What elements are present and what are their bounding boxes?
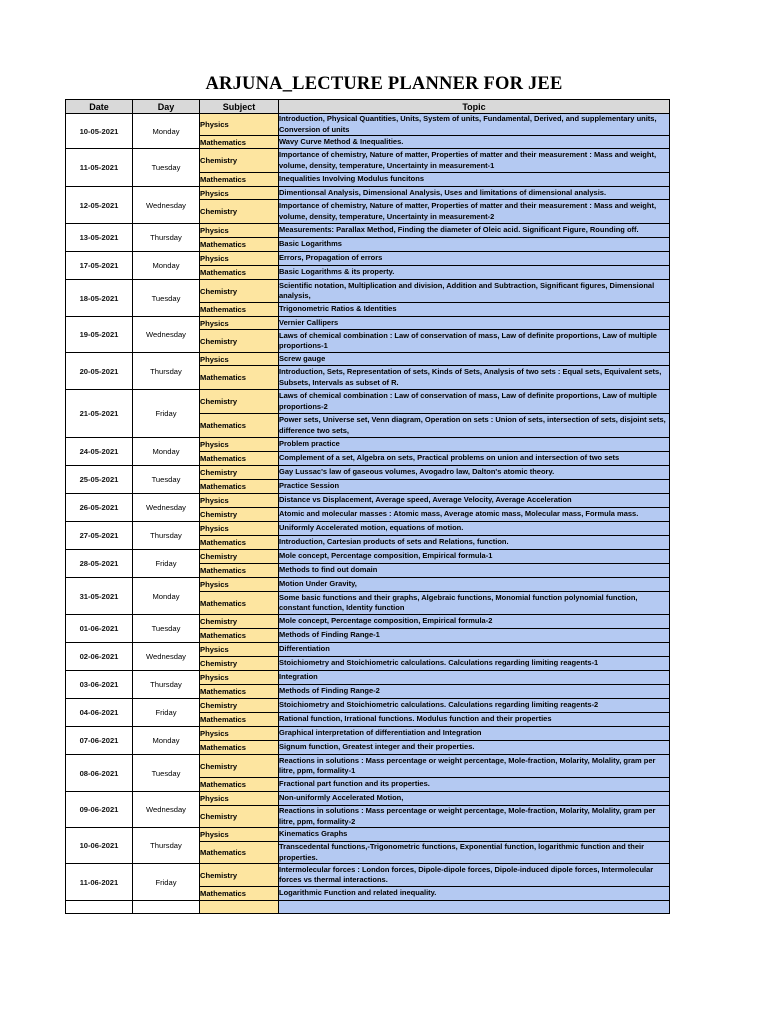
date-cell: 09-06-2021 (66, 792, 133, 828)
topic-cell: Non-uniformly Accelerated Motion, (279, 792, 670, 806)
day-cell: Friday (133, 390, 200, 438)
subject-cell: Physics (200, 494, 279, 508)
date-cell: 20-05-2021 (66, 353, 133, 390)
topic-cell: Complement of a set, Algebra on sets, Practical problems on union and intersection of two sets (279, 452, 670, 466)
date-cell: 01-06-2021 (66, 615, 133, 643)
subject-cell: Mathematics (200, 238, 279, 252)
date-cell: 25-05-2021 (66, 466, 133, 494)
day-cell: Monday (133, 438, 200, 466)
topic-cell: Methods to find out domain (279, 564, 670, 578)
header-date: Date (66, 100, 133, 114)
topic-cell: Integration (279, 671, 670, 685)
subject-cell: Physics (200, 438, 279, 452)
date-cell: 07-06-2021 (66, 727, 133, 755)
topic-cell: Problem practice (279, 438, 670, 452)
topic-cell: Atomic and molecular masses : Atomic mass, Average atomic mass, Molecular mass, Formula mass. (279, 508, 670, 522)
table-row (66, 252, 670, 266)
subject-cell: Physics (200, 522, 279, 536)
subject-cell: Mathematics (200, 366, 279, 390)
date-cell: 17-05-2021 (66, 252, 133, 280)
topic-cell: Reactions in solutions : Mass percentage or weight percentage, Mole-fraction, Molarity, Molality, gram per litre, ppm, formality-2 (279, 806, 670, 828)
topic-cell: Screw gauge (279, 353, 670, 366)
subject-cell: Mathematics (200, 713, 279, 727)
date-cell: 10-05-2021 (66, 114, 133, 149)
table-row (66, 390, 670, 414)
topic-cell: Inequalities Involving Modulus funcitons (279, 173, 670, 187)
table-row (66, 317, 670, 330)
table-row (66, 615, 670, 629)
topic-cell: Uniformly Accelerated motion, equations of motion. (279, 522, 670, 536)
subject-cell: Chemistry (200, 657, 279, 671)
topic-cell: Distance vs Displacement, Average speed, Average Velocity, Average Acceleration (279, 494, 670, 508)
day-cell: Friday (133, 864, 200, 901)
topic-cell: Some basic functions and their graphs, Algebraic functions, Monomial function polynomial function, constant function, Identity function (279, 592, 670, 615)
topic-cell: Signum function, Greatest integer and their properties. (279, 741, 670, 755)
lecture-planner-table (65, 99, 670, 914)
topic-cell: Errors, Propagation of errors (279, 252, 670, 266)
subject-cell: Physics (200, 252, 279, 266)
date-cell: 27-05-2021 (66, 522, 133, 550)
subject-cell: Physics (200, 187, 279, 200)
topic-cell: Logarithmic Function and related inequality. (279, 887, 670, 901)
date-cell: 24-05-2021 (66, 438, 133, 466)
subject-cell: Chemistry (200, 390, 279, 414)
subject-cell: Mathematics (200, 303, 279, 317)
subject-cell: Physics (200, 224, 279, 238)
header-topic: Topic (279, 100, 670, 114)
subject-cell: Mathematics (200, 173, 279, 187)
topic-cell: Dimentionsal Analysis, Dimensional Analysis, Uses and limitations of dimensional analysis. (279, 187, 670, 200)
topic-cell: Wavy Curve Method & Inequalities. (279, 136, 670, 149)
day-cell: Wednesday (133, 187, 200, 224)
day-cell: Tuesday (133, 280, 200, 317)
day-cell: Monday (133, 578, 200, 615)
date-cell: 28-05-2021 (66, 550, 133, 578)
table-row (66, 438, 670, 452)
topic-cell: Basic Logarithms & its property. (279, 266, 670, 280)
topic-cell: Mole concept, Percentage composition, Empirical formula-1 (279, 550, 670, 564)
table-row (66, 578, 670, 592)
topic-cell: Kinematics Graphs (279, 828, 670, 842)
topic-cell: Basic Logarithms (279, 238, 670, 252)
subject-cell: Chemistry (200, 280, 279, 303)
topic-cell: Motion Under Gravity, (279, 578, 670, 592)
subject-cell: Chemistry (200, 615, 279, 629)
day-cell: Tuesday (133, 615, 200, 643)
topic-cell: Power sets, Universe set, Venn diagram, Operation on sets : Union of sets, intersection of sets, disjoint sets, difference two sets, (279, 414, 670, 438)
table-row (66, 792, 670, 806)
subject-cell: Chemistry (200, 699, 279, 713)
date-cell: 03-06-2021 (66, 671, 133, 699)
table-row (66, 280, 670, 303)
day-cell: Wednesday (133, 317, 200, 353)
table-row (66, 224, 670, 238)
subject-cell: Chemistry (200, 466, 279, 480)
topic-cell: Practice Session (279, 480, 670, 494)
subject-cell: Mathematics (200, 685, 279, 699)
topic-cell: Fractional part function and its properties. (279, 778, 670, 792)
topic-cell: Introduction, Cartesian products of sets and Relations, function. (279, 536, 670, 550)
table-row (66, 466, 670, 480)
table-row (66, 755, 670, 778)
subject-cell: Physics (200, 727, 279, 741)
topic-cell: Stoichiometry and Stoichiometric calculations. Calculations regarding limiting reagents-2 (279, 699, 670, 713)
subject-cell: Mathematics (200, 536, 279, 550)
subject-cell: Chemistry (200, 806, 279, 828)
topic-cell: Laws of chemical combination : Law of conservation of mass, Law of definite proportions, Law of multiple proportions-2 (279, 390, 670, 414)
topic-cell: Mole concept, Percentage composition, Empirical formula-2 (279, 615, 670, 629)
table-row (66, 353, 670, 366)
topic-cell: Differentiation (279, 643, 670, 657)
subject-cell: Mathematics (200, 564, 279, 578)
topic-cell: Graphical interpretation of differentiation and Integration (279, 727, 670, 741)
day-cell: Tuesday (133, 755, 200, 792)
topic-cell: Stoichiometry and Stoichiometric calculations. Calculations regarding limiting reagents-1 (279, 657, 670, 671)
day-cell: Friday (133, 550, 200, 578)
table-row (66, 828, 670, 842)
topic-cell: Methods of Finding Range-2 (279, 685, 670, 699)
subject-cell: Chemistry (200, 508, 279, 522)
table-row (66, 114, 670, 136)
subject-cell: Chemistry (200, 149, 279, 173)
subject-cell: Chemistry (200, 330, 279, 353)
subject-cell: Mathematics (200, 480, 279, 494)
day-cell: Thursday (133, 828, 200, 864)
day-cell: Tuesday (133, 466, 200, 494)
date-cell: 12-05-2021 (66, 187, 133, 224)
subject-cell: Mathematics (200, 136, 279, 149)
subject-cell: Mathematics (200, 842, 279, 864)
day-cell: Wednesday (133, 643, 200, 671)
topic-cell: Laws of chemical combination : Law of conservation of mass, Law of definite proportions, Law of multiple proportions-1 (279, 330, 670, 353)
subject-cell: Mathematics (200, 592, 279, 615)
topic-cell: Scientific notation, Multiplication and division, Addition and Subtraction, Significant figures, Dimensional analysis, (279, 280, 670, 303)
subject-cell: Mathematics (200, 266, 279, 280)
table-row (66, 149, 670, 173)
table-row (66, 550, 670, 564)
topic-cell: Rational function, Irrational functions. Modulus function and their properties (279, 713, 670, 727)
topic-cell: Measurements: Parallax Method, Finding the diameter of Oleic acid. Significant Figure, Rounding off. (279, 224, 670, 238)
date-cell: 31-05-2021 (66, 578, 133, 615)
date-cell: 04-06-2021 (66, 699, 133, 727)
date-cell: 21-05-2021 (66, 390, 133, 438)
date-cell: 10-06-2021 (66, 828, 133, 864)
topic-cell: Gay Lussac's law of gaseous volumes, Avogadro law, Dalton's atomic theory. (279, 466, 670, 480)
topic-cell: Intermolecular forces : London forces, Dipole-dipole forces, Dipole-induced dipole forces, Intermolecular forces vs thermal interactions. (279, 864, 670, 887)
date-cell: 08-06-2021 (66, 755, 133, 792)
day-cell: Thursday (133, 353, 200, 390)
header-subject: Subject (200, 100, 279, 114)
day-cell: Thursday (133, 671, 200, 699)
day-cell: Monday (133, 114, 200, 149)
date-cell: 18-05-2021 (66, 280, 133, 317)
subject-cell: Physics (200, 578, 279, 592)
table-row (66, 643, 670, 657)
subject-cell: Mathematics (200, 887, 279, 901)
topic-cell: Importance of chemistry, Nature of matter, Properties of matter and their measurement : Mass and weight, volume, density, temperature, Uncertainty in measurement-1 (279, 149, 670, 173)
empty-cell (279, 901, 670, 914)
empty-cell (66, 901, 133, 914)
subject-cell: Physics (200, 671, 279, 685)
planner-body (66, 114, 670, 914)
subject-cell: Physics (200, 114, 279, 136)
table-row (66, 522, 670, 536)
page-title: ARJUNA_LECTURE PLANNER FOR JEE (205, 74, 563, 94)
header-day: Day (133, 100, 200, 114)
subject-cell: Physics (200, 792, 279, 806)
date-cell: 26-05-2021 (66, 494, 133, 522)
subject-cell: Physics (200, 828, 279, 842)
day-cell: Friday (133, 699, 200, 727)
date-cell: 11-05-2021 (66, 149, 133, 187)
date-cell: 19-05-2021 (66, 317, 133, 353)
empty-cell (133, 901, 200, 914)
topic-cell: Reactions in solutions : Mass percentage or weight percentage, Mole-fraction, Molarity, Molality, gram per litre, ppm, formality-1 (279, 755, 670, 778)
header-row (66, 100, 670, 114)
subject-cell: Physics (200, 643, 279, 657)
subject-cell: Mathematics (200, 452, 279, 466)
subject-cell: Physics (200, 317, 279, 330)
table-row (66, 727, 670, 741)
subject-cell: Mathematics (200, 414, 279, 438)
day-cell: Thursday (133, 522, 200, 550)
subject-cell: Mathematics (200, 778, 279, 792)
day-cell: Wednesday (133, 494, 200, 522)
day-cell: Thursday (133, 224, 200, 252)
date-cell: 11-06-2021 (66, 864, 133, 901)
subject-cell: Chemistry (200, 755, 279, 778)
day-cell: Tuesday (133, 149, 200, 187)
subject-cell: Physics (200, 353, 279, 366)
subject-cell: Mathematics (200, 629, 279, 643)
table-row (66, 671, 670, 685)
date-cell: 02-06-2021 (66, 643, 133, 671)
topic-cell: Introduction, Physical Quantities, Units, System of units, Fundamental, Derived, and supplementary units, Conversion of units (279, 114, 670, 136)
topic-cell: Introduction, Sets, Representation of sets, Kinds of Sets, Analysis of two sets : Equal sets, Equivalent sets, Subsets, Intervals as subset of R. (279, 366, 670, 390)
subject-cell: Chemistry (200, 550, 279, 564)
date-cell: 13-05-2021 (66, 224, 133, 252)
day-cell: Wednesday (133, 792, 200, 828)
day-cell: Monday (133, 727, 200, 755)
subject-cell: Chemistry (200, 864, 279, 887)
subject-cell: Chemistry (200, 200, 279, 224)
table-row (66, 864, 670, 887)
topic-cell: Transcedental functions,-Trigonometric functions, Exponential function, logarithmic function and their properties. (279, 842, 670, 864)
empty-row (66, 901, 670, 914)
topic-cell: Trigonometric Ratios & Identities (279, 303, 670, 317)
table-row (66, 699, 670, 713)
day-cell: Monday (133, 252, 200, 280)
table-row (66, 494, 670, 508)
topic-cell: Importance of chemistry, Nature of matter, Properties of matter and their measurement : Mass and weight, volume, density, temperature, Uncertainty in measurement-2 (279, 200, 670, 224)
topic-cell: Methods of Finding Range-1 (279, 629, 670, 643)
table-row (66, 187, 670, 200)
topic-cell: Vernier Callipers (279, 317, 670, 330)
empty-cell (200, 901, 279, 914)
subject-cell: Mathematics (200, 741, 279, 755)
